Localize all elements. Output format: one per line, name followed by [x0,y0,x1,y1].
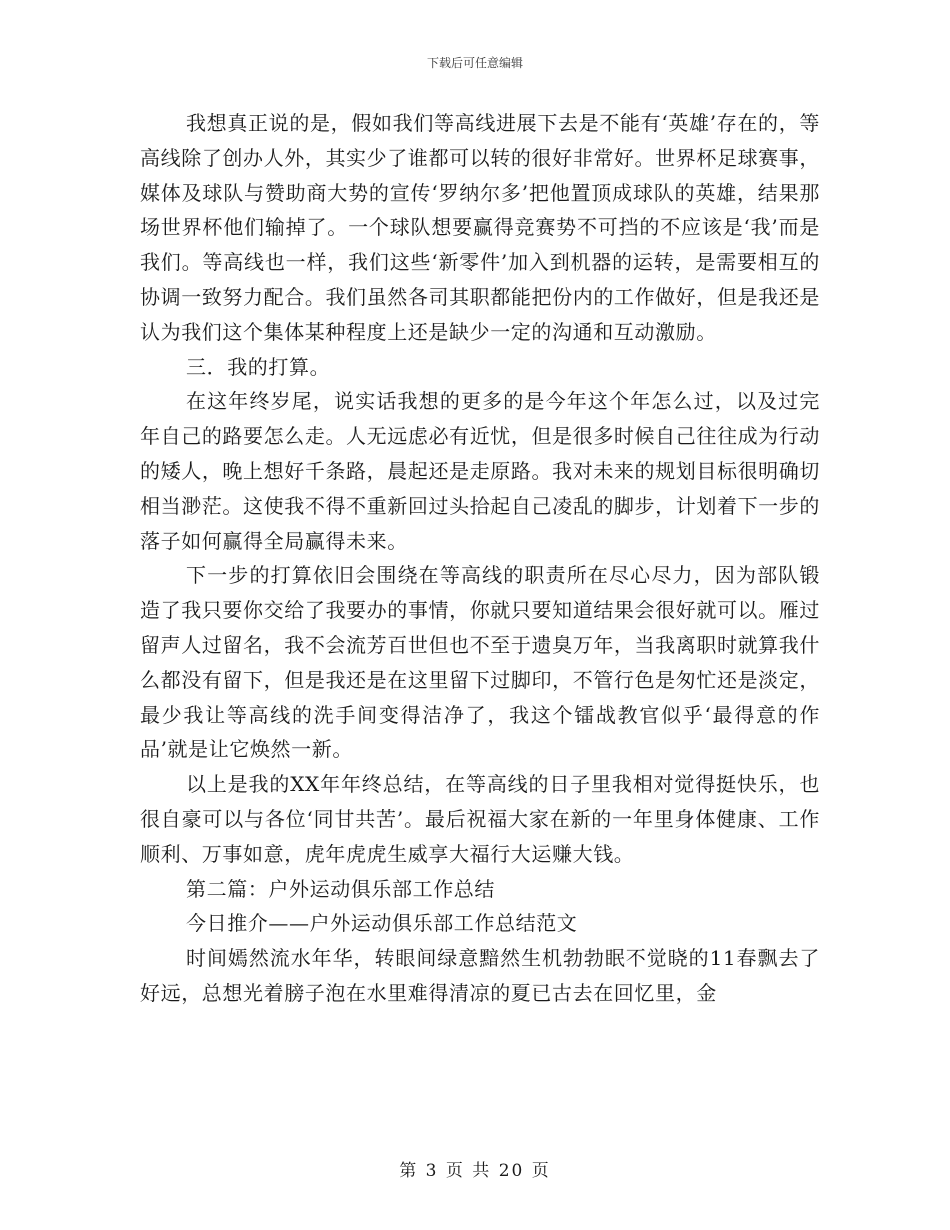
paragraph-year-end-thoughts: 在这年终岁尾，说实话我想的更多的是今年这个年怎么过，以及过完年自己的路要怎么走。人无远虑必有近忧，但是很多时候自己往往成为行动的矮人，晚上想好千条路，晨起还是走原路。我对未来的规划目标很明确切相当渺茫。这使我不得不重新回过头拾起自己凌乱的脚步，计划着下一步的落子如何赢得全局赢得未来。 [140,389,820,553]
paragraph-hero-analogy: 我想真正说的是，假如我们等高线进展下去是不能有‘英雄’存在的，等高线除了创办人外，其实少了谁都可以转的很好非常好。世界杯足球赛事，媒体及球队与赞助商大势的宣传‘罗纳尔多’把他置顶成球队的英雄，结果那场世界杯他们输掉了。一个球队想要赢得竞赛势不可挡的不应该是‘我’而是我们。等高线也一样，我们这些‘新零件’加入到机器的运转，是需要相互的协调一致努力配合。我们虽然各司其职都能把份内的工作做好，但是我还是认为我们这个集体某种程度上还是缺少一定的沟通和互动激励。 [140,111,820,344]
chapter-heading-second: 第二篇：户外运动俱乐部工作总结 [186,876,495,901]
section-heading-plan: 三．我的打算。 [186,354,331,379]
page-number: 第 3 页 共 20 页 [399,1161,551,1181]
page-header-note: 下载后可任意编辑 [426,56,523,70]
document-body [140,106,820,1011]
paragraph-time-flows: 时间嫣然流水年华，转眼间绿意黯然生机勃勃眠不觉晓的11春飘去了好远，总想光着膀子泡在水里难得清凉的夏已古去在回忆里，金 [140,946,820,1005]
subheading-recommendation: 今日推介——户外运动俱乐部工作总结范文 [186,911,578,936]
paragraph-next-steps: 下一步的打算依旧会围绕在等高线的职责所在尽心尽力，因为部队锻造了我只要你交给了我要办的事情，你就只要知道结果会很好就可以。雁过留声人过留名，我不会流芳百世但也不至于遗臭万年，当我离职时就算我什么都没有留下，但是我还是在这里留下过脚印，不管行色是匆忙还是淡定，最少我让等高线的洗手间变得洁净了，我这个镭战教官似乎‘最得意的作品’就是让它焕然一新。 [140,563,820,762]
paragraph-conclusion: 以上是我的XX年年终总结，在等高线的日子里我相对觉得挺快乐，也很自豪可以与各位‘同甘共苦’。最后祝福大家在新的一年里身体健康、工作顺利、万事如意，虎年虎虎生威享大福行大运赚大钱。 [140,772,820,866]
